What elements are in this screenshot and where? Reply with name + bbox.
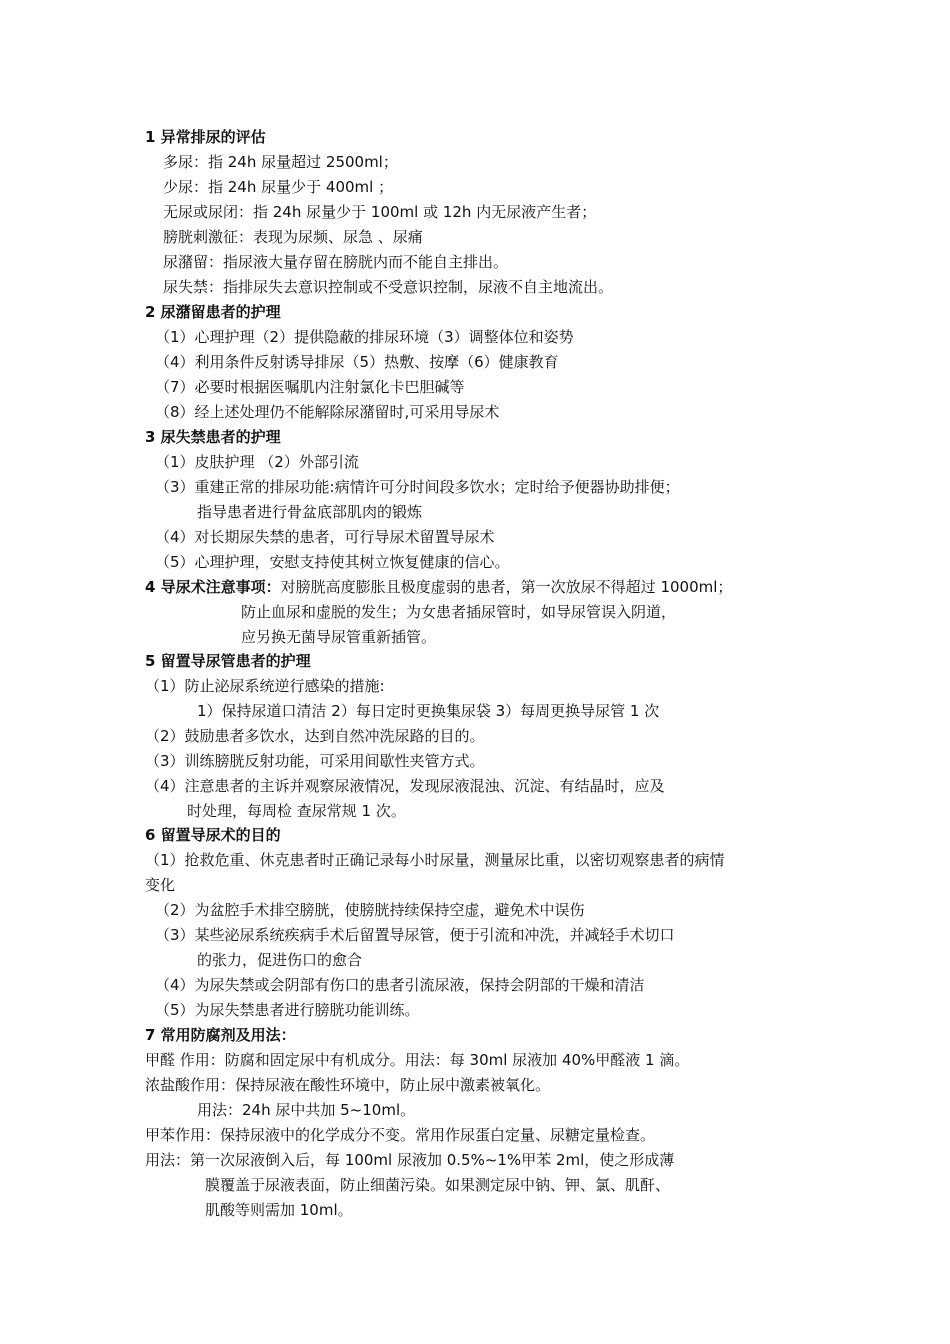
s1-line-3: 无尿或尿闭：指 24h 尿量少于 100ml 或 12h 内无尿液产生者； [163,203,597,221]
s2-line-1: （1）心理护理（2）提供隐蔽的排尿环境（3）调整体位和姿势 [155,328,574,346]
s6-line-3: （2）为盆腔手术排空膀胱，使膀胱持续保持空虚，避免术中误伤 [155,901,585,919]
section-1-title: 1 异常排尿的评估 [145,128,266,146]
s7-line-6: 膜覆盖于尿液表面，防止细菌污染。如果测定尿中钠、钾、氯、肌酐、 [205,1176,671,1194]
s5-line-1: （1）防止泌尿系统逆行感染的措施: [145,677,385,695]
s6-line-5: 的张力，促进伤口的愈合 [197,951,363,969]
s2-line-3: （7）必要时根据医嘱肌内注射氯化卡巴胆碱等 [155,378,465,396]
s5-line-4: （3）训练膀胱反射功能，可采用间歇性夹管方式。 [145,752,485,770]
s4-line-3: 应另换无菌导尿管重新插管。 [241,628,437,646]
s6-line-2: 变化 [145,876,176,894]
s1-line-6: 尿失禁：指排尿失去意识控制或不受意识控制，尿液不自主地流出。 [163,278,614,296]
s1-line-4: 膀胱刺激征：表现为尿频、尿急 、尿痛 [163,228,423,246]
section-4-title: 4 导尿术注意事项： [145,578,281,596]
s1-line-2: 少尿：指 24h 尿量少于 400ml ； [163,178,394,196]
s4-line-2: 防止血尿和虚脱的发生；为女患者插尿管时，如导尿管误入阴道， [241,603,677,621]
s6-line-6: （4）为尿失禁或会阴部有伤口的患者引流尿液，保持会阴部的干燥和清洁 [155,976,645,994]
s6-line-7: （5）为尿失禁患者进行膀胱功能训练。 [155,1001,420,1019]
s6-line-1: （1）抢救危重、休克患者时正确记录每小时尿量，测量尿比重，以密切观察患者的病情 [145,851,725,869]
s1-line-1: 多尿：指 24h 尿量超过 2500ml； [163,153,398,171]
s1-line-5: 尿潴留：指尿液大量存留在膀胱内而不能自主排出。 [163,253,509,271]
section-5-title: 5 留置导尿管患者的护理 [145,652,311,670]
s4-line-1: 对膀胱高度膨胀且极度虚弱的患者，第一次放尿不得超过 1000ml； [280,578,733,596]
s7-line-1: 甲醛 作用：防腐和固定尿中有机成分。用法：每 30ml 尿液加 40%甲醛液 1 滴。 [145,1051,690,1069]
s5-line-6: 时处理，每周检 查尿常规 1 次。 [187,802,406,820]
section-2-title: 2 尿潴留患者的护理 [145,303,281,321]
s7-line-2: 浓盐酸作用：保持尿液在酸性环境中，防止尿中激素被氧化。 [145,1076,551,1094]
section-6-title: 6 留置导尿术的目的 [145,826,281,844]
s7-line-7: 肌酸等则需加 10ml。 [205,1201,353,1219]
s3-line-5: （5）心理护理，安慰支持使其树立恢复健康的信心。 [155,553,510,571]
s6-line-4: （3）某些泌尿系统疾病手术后留置导尿管，便于引流和冲洗，并减轻手术切口 [155,926,675,944]
s2-line-2: （4）利用条件反射诱导排尿（5）热敷、按摩（6）健康教育 [155,353,559,371]
s3-line-4: （4）对长期尿失禁的患者，可行导尿术留置导尿术 [155,528,495,546]
s5-line-2: 1）保持尿道口清洁 2）每日定时更换集尿袋 3）每周更换导尿管 1 次 [197,702,660,720]
s5-line-5: （4）注意患者的主诉并观察尿液情况，发现尿液混浊、沉淀、有结晶时，应及 [145,777,665,795]
s3-line-3: 指导患者进行骨盆底部肌肉的锻炼 [197,503,423,521]
s3-line-1: （1）皮肤护理 （2）外部引流 [155,453,359,471]
s5-line-3: （2）鼓励患者多饮水，达到自然冲洗尿路的目的。 [145,727,485,745]
s7-line-4: 甲苯作用：保持尿液中的化学成分不变。常用作尿蛋白定量、尿糖定量检查。 [145,1126,656,1144]
s3-line-2: （3）重建正常的排尿功能:病情许可分时间段多饮水；定时给予便器协助排便； [155,478,680,496]
s7-line-3: 用法：24h 尿中共加 5~10ml。 [197,1101,416,1119]
section-3-title: 3 尿失禁患者的护理 [145,428,281,446]
section-7-title: 7 常用防腐剂及用法： [145,1026,296,1044]
section-4-line-1 [145,577,732,597]
s7-line-5: 用法：第一次尿液倒入后，每 100ml 尿液加 0.5%~1%甲苯 2ml，使之形成薄 [145,1151,675,1169]
s2-line-4: （8）经上述处理仍不能解除尿潴留时,可采用导尿术 [155,403,500,421]
